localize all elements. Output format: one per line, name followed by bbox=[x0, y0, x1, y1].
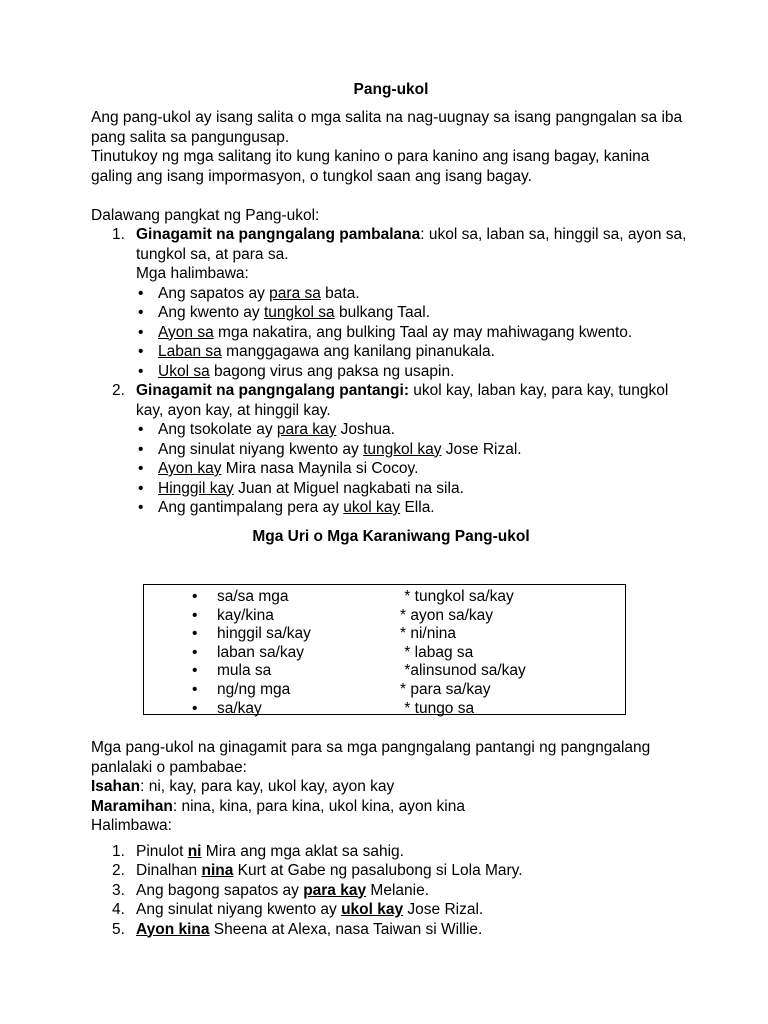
lower-examples bbox=[91, 842, 691, 940]
list-item bbox=[136, 498, 691, 518]
example-preposition: Ukol sa bbox=[158, 362, 210, 380]
table-cell-left: ng/ng mga bbox=[217, 681, 291, 698]
example-preposition: para kay bbox=[276, 421, 337, 438]
maramihan-line bbox=[91, 797, 691, 817]
bullet-icon: • bbox=[138, 440, 144, 458]
example-text-post: bulkang Taal. bbox=[334, 304, 431, 321]
group-1-number: 1. bbox=[112, 226, 125, 243]
list-item bbox=[136, 303, 691, 323]
example-preposition: tungkol sa bbox=[263, 304, 335, 321]
list-item bbox=[136, 440, 691, 460]
example-text-pre: Ang bagong sapatos ay bbox=[136, 881, 304, 899]
table-row bbox=[144, 662, 625, 681]
group-2-number: 2. bbox=[112, 382, 125, 399]
list-item bbox=[136, 479, 691, 499]
isahan-text: : ni, kay, para kay, ukol kay, ayon kay bbox=[140, 778, 395, 795]
bullet-icon: • bbox=[138, 362, 144, 380]
example-preposition: Hinggil kay bbox=[158, 479, 234, 497]
example-preposition: nina bbox=[201, 862, 234, 879]
table-cell-right: * para sa/kay bbox=[400, 681, 491, 698]
bullet-icon: • bbox=[192, 606, 198, 624]
groups-heading: Dalawang pangkat ng Pang-ukol: bbox=[91, 206, 320, 224]
group-1 bbox=[91, 225, 691, 381]
example-preposition: para sa bbox=[269, 284, 321, 302]
group-1-bold: Ginagamit na pangngalang pambalana bbox=[136, 226, 421, 243]
example-text-post: Jose Rizal. bbox=[441, 440, 522, 458]
example-text-pre: Ang gantimpalang pera ay bbox=[158, 499, 344, 516]
list-item bbox=[136, 362, 691, 382]
group-1-text: : ukol sa, laban sa, hinggil sa, ayon sa, tungkol sa, at para sa. bbox=[136, 226, 687, 263]
item-number: 4. bbox=[112, 901, 125, 918]
example-preposition: Laban sa bbox=[158, 343, 222, 360]
example-text-post: bata. bbox=[320, 284, 360, 302]
example-preposition: Ayon kay bbox=[158, 460, 222, 477]
document-body bbox=[91, 80, 691, 546]
table-row bbox=[144, 681, 625, 700]
table-cell-left: kay/kina bbox=[217, 606, 274, 624]
example-text-pre: Ang sinulat niyang kwento ay bbox=[158, 440, 364, 458]
bullet-icon: • bbox=[192, 625, 198, 643]
list-item bbox=[91, 861, 691, 881]
example-preposition-bold bbox=[136, 921, 210, 938]
group-2-bold: Ginagamit na pangngalang pantangi: bbox=[136, 382, 409, 399]
example-text-post: Juan at Miguel nagkabati na sila. bbox=[233, 479, 464, 497]
example-text-post: manggagawa ang kanilang pinanukala. bbox=[221, 343, 495, 360]
bullet-icon: • bbox=[138, 460, 144, 477]
table-cell-left: laban sa/kay bbox=[217, 643, 305, 661]
group-2-text: ukol kay, laban kay, para kay, tungkol kay, ayon kay, at hinggil kay. bbox=[136, 382, 669, 419]
example-text-post: bagong virus ang paksa ng usapin. bbox=[209, 362, 455, 380]
list-item bbox=[91, 842, 691, 862]
example-preposition: tungkol kay bbox=[363, 440, 442, 458]
list-item bbox=[136, 323, 691, 343]
example-preposition-bold bbox=[303, 882, 366, 899]
table-row bbox=[144, 607, 625, 626]
bullet-icon: • bbox=[138, 499, 144, 516]
bullet-icon: • bbox=[192, 588, 198, 605]
bullet-icon: • bbox=[138, 323, 144, 341]
table-cell-left: sa/sa mga bbox=[217, 588, 289, 605]
item-number: 2. bbox=[112, 862, 125, 879]
bullet-icon: • bbox=[138, 421, 144, 438]
table-cell-right: * ayon sa/kay bbox=[400, 606, 494, 624]
example-preposition: ni bbox=[187, 842, 202, 860]
table-cell-right: *alinsunod sa/kay bbox=[400, 662, 526, 680]
example-preposition-bold bbox=[188, 843, 202, 860]
example-text-pre: Ang tsokolate ay bbox=[158, 421, 277, 438]
list-item bbox=[91, 900, 691, 920]
example-text-post: Mira nasa Maynila si Cocoy. bbox=[221, 460, 419, 477]
table-row bbox=[144, 588, 625, 607]
table-cell-left: mula sa bbox=[217, 662, 272, 680]
bullet-icon: • bbox=[192, 681, 198, 698]
example-preposition: Ayon sa bbox=[158, 323, 214, 341]
table-row bbox=[144, 700, 625, 719]
example-text-post: Melanie. bbox=[366, 881, 430, 899]
list-item bbox=[136, 342, 691, 362]
item-number: 5. bbox=[112, 920, 125, 938]
table-row bbox=[144, 625, 625, 644]
group-2-examples bbox=[136, 420, 691, 518]
list-item bbox=[91, 920, 691, 940]
group-2 bbox=[91, 381, 691, 518]
halimbawa-label: Halimbawa: bbox=[91, 817, 172, 834]
example-preposition: para kay bbox=[303, 881, 367, 899]
example-text-pre: Pinulot bbox=[136, 842, 188, 860]
isahan-line bbox=[91, 777, 691, 797]
bullet-icon: • bbox=[138, 284, 144, 302]
example-text-post: Ella. bbox=[400, 499, 435, 516]
bullet-icon: • bbox=[192, 643, 198, 661]
bullet-icon: • bbox=[138, 343, 144, 360]
example-preposition: ukol kay bbox=[343, 499, 401, 516]
lower-section bbox=[91, 738, 691, 939]
table-cell-left: sa/kay bbox=[217, 699, 262, 717]
example-text-post: Sheena at Alexa, nasa Taiwan si Willie. bbox=[209, 920, 483, 938]
lower-paragraph: Mga pang-ukol na ginagamit para sa mga pangngalang pantangi ng pangngalang panlalaki o pambabae: bbox=[91, 739, 651, 776]
list-item bbox=[136, 459, 691, 479]
example-text-pre: Ang kwento ay bbox=[158, 304, 264, 321]
table-cell-right: * tungo sa bbox=[400, 699, 475, 717]
list-item bbox=[91, 881, 691, 901]
list-item bbox=[136, 284, 691, 304]
example-text-post: Jose Rizal. bbox=[403, 901, 484, 918]
example-text-post: Kurt at Gabe ng pasalubong si Lola Mary. bbox=[233, 862, 523, 879]
bullet-icon: • bbox=[138, 304, 144, 321]
example-preposition: Ayon kina bbox=[136, 920, 210, 938]
intro-paragraph-2: Tinutukoy ng mga salitang ito kung kanino o para kanino ang isang bagay, kanina galing ang isang impormasyon, o tungkol saan ang isang bagay. bbox=[91, 148, 650, 185]
maramihan-text: : nina, kina, para kina, ukol kina, ayon kina bbox=[172, 797, 465, 815]
example-text-pre: Ang sinulat niyang kwento ay bbox=[136, 901, 342, 918]
intro-paragraph-1: Ang pang-ukol ay isang salita o mga salita na nag-uugnay sa isang pangngalan sa iba pang salita sa pangungusap. bbox=[91, 109, 683, 146]
groups-list bbox=[91, 225, 691, 518]
table-cell-right: * labag sa bbox=[400, 643, 474, 661]
example-text-post: mga nakatira, ang bulking Taal ay may mahiwagang kwento. bbox=[213, 323, 633, 341]
table-cell-left: hinggil sa/kay bbox=[217, 625, 311, 643]
table-row bbox=[144, 644, 625, 663]
isahan-label: Isahan bbox=[91, 778, 141, 795]
example-preposition-bold bbox=[341, 901, 403, 918]
example-text-pre: Ang sapatos ay bbox=[158, 284, 270, 302]
page-title: Pang-ukol bbox=[353, 81, 429, 98]
bullet-icon: • bbox=[192, 699, 198, 717]
example-text-post: Joshua. bbox=[336, 421, 395, 438]
example-text-post: Mira ang mga aklat sa sahig. bbox=[201, 842, 404, 860]
group-1-examples bbox=[136, 284, 691, 382]
example-preposition-bold bbox=[202, 862, 234, 879]
types-heading: Mga Uri o Mga Karaniwang Pang-ukol bbox=[252, 527, 530, 545]
types-table bbox=[143, 584, 626, 715]
table-cell-right: * tungkol sa/kay bbox=[400, 588, 514, 605]
group-1-examples-label: Mga halimbawa: bbox=[136, 265, 249, 282]
example-preposition: ukol kay bbox=[341, 901, 404, 918]
bullet-icon: • bbox=[192, 662, 198, 680]
item-number: 3. bbox=[112, 881, 125, 899]
table-cell-right: * ni/nina bbox=[400, 625, 457, 643]
example-text-pre: Dinalhan bbox=[136, 862, 202, 879]
item-number: 1. bbox=[112, 842, 125, 860]
bullet-icon: • bbox=[138, 479, 144, 497]
list-item bbox=[136, 420, 691, 440]
maramihan-label: Maramihan bbox=[91, 797, 173, 815]
